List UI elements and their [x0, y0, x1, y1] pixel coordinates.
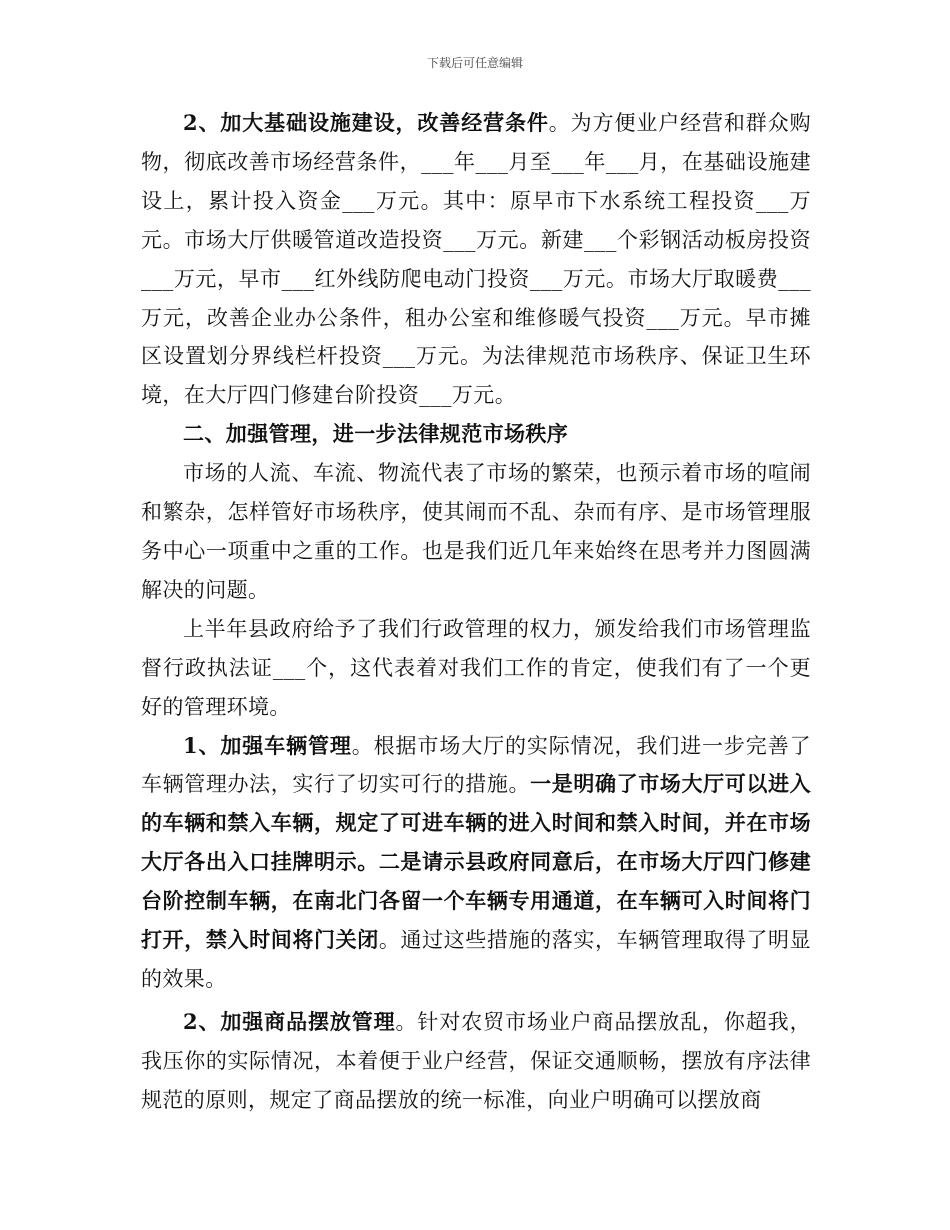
paragraph-bold-measures: 一是明确了市场大厅可以进入的车辆和禁入车辆，规定了可进车辆的进入时间和禁入时间，并在市场大厅各出入口挂牌明示。二是请示县政府同意后，在市场大厅四门修建台阶控制车辆，在南北门各留一个车辆专用通道，在车辆可入时间将门打开，禁入时间将门关闭	[141, 771, 811, 953]
paragraph-text: 。为方便业户经营和群众购物，彻底改善市场经营条件，___年___月至___年___月，在基础设施建设上，累计投入资金___万元。其中：原早市下水系统工程投资___万元。市场大厅供暖管道改造投资___万元。新建___个彩钢活动板房投资___万元，早市___红外线防爬电动门投资___万元。市场大厅取暖费___万元，改善企业办公条件，租办公室和维修暖气投资___万元。早市摊区设置划分界线栏杆投资___万元。为法律规范市场秩序、保证卫生环境，在大厅四门修建台阶投资___万元。	[141, 111, 811, 408]
page-header: 下载后可任意编辑	[426, 56, 523, 70]
paragraph-administrative-power: 上半年县政府给予了我们行政管理的权力，颁发给我们市场管理监督行政执法证___个，这代表着对我们工作的肯定，使我们有了一个更好的管理环境。	[141, 616, 811, 719]
paragraph-market-order: 市场的人流、车流、物流代表了市场的繁荣，也预示着市场的喧闹和繁杂，怎样管好市场秩序，使其闹而不乱、杂而有序、是市场管理服务中心一项重中之重的工作。也是我们近几年来始终在思考并力图圆满解决的问题。	[141, 461, 811, 602]
paragraph-text: 。针对农贸市场业户商品摆放乱，你超我，我压你的实际情况，本着便于业户经营，保证交通顺畅，摆放有序法律规范的原则，规定了商品摆放的统一标准，向业户明确可以摆放商	[141, 1009, 811, 1112]
paragraph-goods-display	[141, 1003, 811, 1120]
paragraph-lead: 2、加大基础设施建设，改善经营条件	[183, 110, 549, 135]
section-heading: 二、加强管理，进一步法律规范市场秩序	[183, 421, 569, 447]
paragraph-lead: 1、加强车辆管理	[183, 732, 352, 758]
paragraph-infrastructure	[141, 104, 811, 415]
paragraph-lead: 2、加强商品摆放管理	[183, 1008, 396, 1034]
paragraph-tail: 。通过这些措施的落实，车辆管理取得了明显的效果。	[141, 928, 812, 991]
paragraph-text: 。根据市场大厅的实际情况，我们进一步完善了车辆管理办法，实行了切实可行的措施。	[141, 733, 811, 797]
paragraph-vehicle-management	[141, 727, 811, 999]
document-body	[141, 104, 811, 1120]
